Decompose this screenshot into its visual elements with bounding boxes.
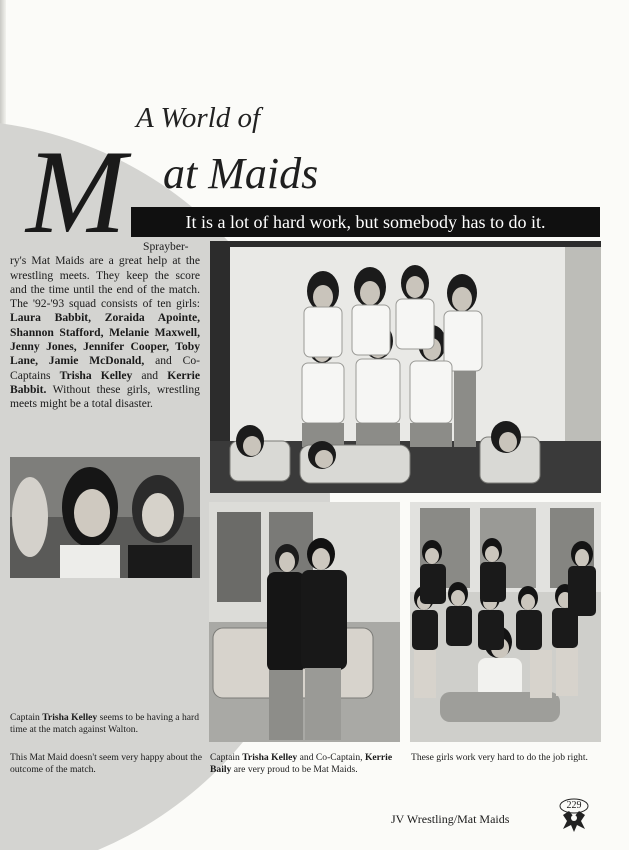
tagline-banner: It is a lot of hard work, but somebody has to do it. [131,207,600,237]
caption-1-text: seems to be having a hard time at the match against Walton. [10,712,200,735]
caption-captain-struggle [10,712,202,736]
inset-photo [10,457,200,578]
story-captain-1: Trisha Kelley [59,368,133,382]
captain-photo [209,502,400,742]
heading-subtitle: A World of [136,102,261,134]
story-member-names: Laura Babbit, Zoraida Apointe, Shannon Stafford, Melanie Maxwell, Jenny Jones, Jennifer Cooper, Toby Lane, Jamie McDonald, [10,311,200,368]
story-cocaptains-lead: and Co-Captains [10,354,200,382]
caption-hard-work: These girls work very hard to do the job right. [411,752,588,763]
caption-proud-captains [210,752,402,776]
caption-unhappy-maid: This Mat Maid doesn't seem very happy about the outcome of the match. [10,752,202,775]
story-closing: Without these girls, wrestling meets might be a total disaster. [10,382,200,411]
caption-3-name-1: Trisha Kelley [242,752,298,763]
story-captain-2: Kerrie Babbit. [10,368,201,396]
caption-3-name-2: Kerrie Baily [210,752,393,775]
team-photo [210,241,601,493]
caption-3-mid: and Co-Captain, [299,752,363,763]
story-and: and [141,368,159,382]
story-intro: Sprayber-ry's Mat Maids are a great help at the wrestling meets. They keep the score and the time until the end of the match. The '92-'93 squad consists of ten girls: [10,240,200,311]
heading-drop-cap: M [26,125,126,258]
caption-1-lead: Captain [10,712,40,723]
caption-1-name: Trisha Kelley [42,712,98,723]
caption-3-text: are very proud to be Mat Maids. [233,764,358,775]
story-paragraph [10,240,200,412]
group-photo [410,502,601,742]
heading-title: at Maids [163,149,319,198]
footer-section-title: JV Wrestling/Mat Maids [391,812,510,826]
story-body [10,240,200,412]
page-number: 229 [566,800,582,811]
page-number-badge [557,797,597,835]
caption-3-lead: Captain [210,752,240,763]
